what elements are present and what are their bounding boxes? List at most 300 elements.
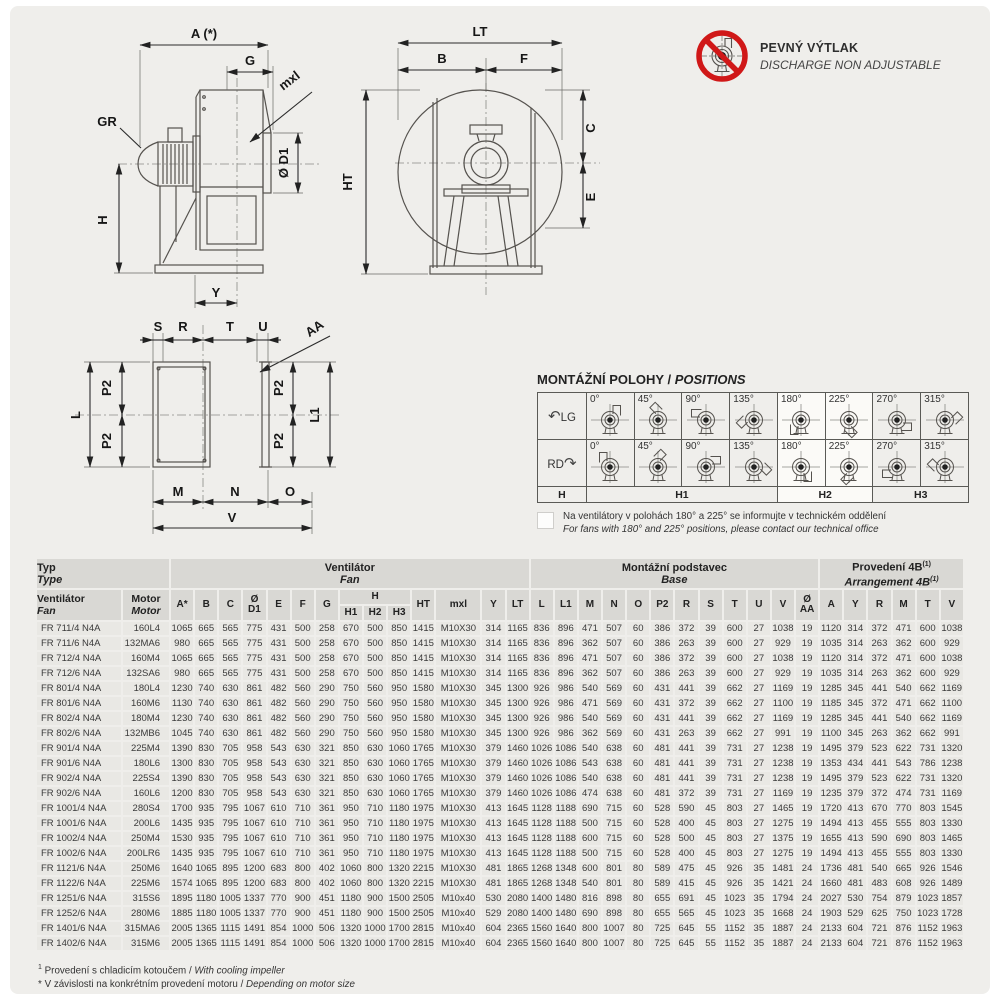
- dim-label-s: S: [153, 319, 163, 334]
- fan-position-glyph: [683, 401, 729, 439]
- dimension-cell: 1885: [171, 908, 193, 920]
- dimension-cell: 39: [700, 712, 722, 725]
- motor-cell: 132MA6: [123, 637, 169, 650]
- dimension-cell: 775: [243, 652, 265, 665]
- dimension-cell: 1035: [820, 638, 842, 650]
- dimension-cell: 731: [724, 772, 746, 785]
- fan-side-outline: [138, 90, 271, 273]
- dimension-cell: 1165: [507, 638, 528, 650]
- table-row: [37, 772, 963, 785]
- dimension-cell: 836: [531, 667, 553, 680]
- dimension-cell: 1152: [917, 938, 938, 950]
- dimension-cell: 896: [555, 637, 577, 650]
- dimension-cell: 935: [195, 817, 217, 830]
- dimension-cell: 1180: [340, 908, 362, 920]
- dimension-cell: 991: [772, 727, 794, 740]
- dimension-cell: 721: [868, 922, 890, 935]
- dimension-cell: 1180: [195, 893, 217, 905]
- dimension-cell: 263: [675, 727, 697, 740]
- dimension-cell: 1065: [195, 863, 217, 875]
- dimension-cell: 1390: [171, 743, 193, 755]
- dimension-cell: 1060: [388, 758, 410, 770]
- dimension-cell: 321: [316, 772, 338, 785]
- col-header: H3: [388, 606, 410, 620]
- dimension-cell: 750: [340, 682, 362, 695]
- dimension-cell: 529: [844, 907, 866, 920]
- dimension-cell: 1574: [171, 878, 193, 890]
- dimension-cell: 60: [627, 712, 649, 725]
- dim-label-f: F: [520, 51, 528, 66]
- dim-label-p2-a: P2: [99, 380, 114, 396]
- col-header: L1: [555, 590, 577, 620]
- dimension-cell: 19: [796, 697, 818, 710]
- positions-note: [537, 511, 969, 536]
- positions-row-rd: [538, 440, 969, 487]
- dimension-cell: 1353: [820, 758, 842, 770]
- dimension-cell: 770: [268, 892, 290, 905]
- dimension-cell: 263: [868, 727, 890, 740]
- dimension-cell: 1765: [412, 788, 434, 800]
- dimension-cell: 1169: [772, 683, 794, 695]
- dimension-cell: M10X30: [436, 712, 480, 725]
- dimension-cell: 715: [603, 847, 625, 860]
- motor-cell: 250M6: [123, 862, 169, 875]
- dimension-cell: 625: [868, 907, 890, 920]
- dimension-cell: 345: [482, 682, 504, 695]
- dimension-cell: 1640: [555, 923, 577, 935]
- dimension-cell: 1180: [388, 833, 410, 845]
- dimension-cell: 290: [316, 712, 338, 725]
- dimension-cell: 39: [700, 787, 722, 800]
- dimension-cell: 1169: [941, 713, 963, 725]
- dimension-cell: 481: [651, 787, 673, 800]
- dimension-cell: 60: [627, 847, 649, 860]
- dimension-cell: 662: [917, 682, 939, 695]
- dimension-cell: 795: [219, 802, 241, 815]
- dimension-cell: 740: [195, 727, 217, 740]
- dimension-cell: M10X30: [436, 772, 480, 785]
- dimension-cell: 600: [579, 862, 601, 875]
- fan-position-glyph: [778, 448, 824, 486]
- dimension-cell: 441: [868, 682, 890, 695]
- dimension-cell: 630: [364, 772, 386, 785]
- dimension-cell: 830: [195, 787, 217, 800]
- dimension-cell: 19: [796, 742, 818, 755]
- motor-cell: 225S4: [123, 772, 169, 785]
- dimension-cell: 45: [700, 832, 722, 845]
- dimension-cell: 482: [268, 697, 290, 710]
- dimension-cell: 803: [724, 832, 746, 845]
- dimension-cell: 991: [941, 727, 963, 740]
- dimension-cell: 1480: [555, 893, 577, 905]
- col-header: P2: [651, 590, 673, 620]
- fan-type-cell: FR 901/6 N4A: [37, 757, 121, 770]
- motor-cell: 132SA6: [123, 667, 169, 680]
- dimension-cell: 258: [316, 652, 338, 665]
- table-row: [37, 817, 963, 830]
- dimension-cell: 507: [603, 667, 625, 680]
- side-view-drawing: [30, 10, 342, 310]
- dimension-cell: 665: [195, 622, 217, 635]
- dimension-cell: 715: [603, 832, 625, 845]
- dimension-cell: 850: [388, 667, 410, 680]
- dimension-cell: 314: [844, 622, 866, 635]
- dimension-cell: 816: [579, 892, 601, 905]
- dimension-cell: 2365: [507, 938, 529, 950]
- dimension-cell: 1115: [220, 923, 241, 935]
- dimension-cell: 1230: [171, 683, 193, 695]
- dimension-cell: 800: [292, 877, 314, 890]
- dimension-cell: 441: [868, 757, 890, 770]
- dim-label-lt: LT: [472, 24, 488, 39]
- dimension-cell: 290: [316, 682, 338, 695]
- dimension-cell: 1330: [941, 818, 963, 830]
- table-row: [37, 937, 963, 950]
- dimension-cell: 715: [603, 817, 625, 830]
- dimension-cell: M10x40: [436, 937, 480, 950]
- dimension-cell: 850: [388, 622, 410, 635]
- dimension-cell: M10x40: [436, 892, 480, 905]
- dimension-cell: 1645: [507, 803, 529, 815]
- dimension-cell: 665: [195, 667, 217, 680]
- dimension-cell: 19: [796, 772, 818, 785]
- dimension-cell: 1495: [820, 743, 842, 755]
- dimension-cell: 560: [292, 727, 314, 740]
- dimension-cell: 1494: [820, 818, 842, 830]
- dimension-cell: 529: [482, 907, 504, 920]
- dimension-cell: 27: [748, 742, 770, 755]
- positions-footer-row: [538, 487, 969, 503]
- dimension-cell: 1415: [412, 638, 434, 650]
- col-header: C: [219, 590, 241, 620]
- dim-label-aa: AA: [302, 316, 327, 340]
- dimension-cell: 1086: [555, 788, 577, 800]
- dimension-cell: 662: [724, 697, 746, 710]
- dimension-cell: 55: [700, 937, 722, 950]
- dimension-cell: 560: [364, 682, 386, 695]
- dimension-cell: 896: [555, 622, 577, 635]
- motor-cell: 132MB6: [123, 727, 169, 740]
- dimension-cell: 929: [772, 667, 794, 680]
- dimension-cell: 1180: [388, 803, 410, 815]
- dimension-cell: 1580: [412, 698, 434, 710]
- dimension-cell: 441: [675, 742, 697, 755]
- dimension-cell: 35: [748, 907, 770, 920]
- dimension-cell: 600: [917, 637, 939, 650]
- dimension-cell: 2815: [412, 923, 434, 935]
- motor-cell: 280M6: [123, 907, 169, 920]
- dimension-cell: 1169: [941, 683, 963, 695]
- dimension-cell: 1530: [171, 833, 193, 845]
- dimension-cell: 45: [700, 862, 722, 875]
- dimension-cell: 1007: [603, 923, 625, 935]
- dimension-cell: 528: [651, 847, 673, 860]
- col-header: A*: [171, 590, 193, 620]
- dim-label-d1: Ø D1: [276, 147, 291, 179]
- dimension-cell: 1390: [171, 773, 193, 785]
- dimension-cell: 1188: [555, 818, 577, 830]
- dimension-cell: 314: [482, 652, 504, 665]
- dimension-cell: 345: [844, 697, 866, 710]
- dimension-cell: 481: [482, 862, 504, 875]
- dimension-cell: 1640: [555, 938, 577, 950]
- dimension-cell: 475: [675, 862, 697, 875]
- dimension-cell: 39: [700, 667, 722, 680]
- angle-label: 225°: [828, 441, 850, 452]
- dimension-cell: 27: [748, 652, 770, 665]
- dimension-cell: 569: [603, 727, 625, 740]
- dim-label-o: O: [284, 484, 296, 499]
- dimension-cell: 1045: [171, 728, 193, 740]
- dimension-cell: 45: [700, 847, 722, 860]
- dimension-cell: 19: [796, 817, 818, 830]
- dimension-cell: M10X30: [436, 847, 480, 860]
- dimension-cell: 345: [482, 697, 504, 710]
- dim-label-ht: HT: [340, 173, 355, 191]
- fan-type-cell: FR 1252/6 N4A: [37, 907, 121, 920]
- dimension-cell: 803: [724, 802, 746, 815]
- dimension-cell: 1038: [941, 653, 963, 665]
- dimension-cell: 528: [651, 802, 673, 815]
- dimension-cell: 926: [531, 697, 553, 710]
- position-cell: [921, 393, 969, 440]
- dimension-cell: 500: [364, 622, 386, 635]
- angle-label: 180°: [780, 394, 802, 405]
- dimension-cell: 958: [243, 772, 265, 785]
- dimension-cell: 19: [796, 622, 818, 635]
- fan-position-glyph: [731, 448, 777, 486]
- dimension-cell: 60: [627, 637, 649, 650]
- dimension-cell: 19: [796, 847, 818, 860]
- fan-position-glyph: [587, 448, 633, 486]
- dimension-cell: 1165: [507, 653, 528, 665]
- dimension-cell: 1268: [531, 863, 553, 875]
- dimension-cell: 926: [531, 682, 553, 695]
- dimension-cell: 1320: [941, 773, 963, 785]
- dimension-cell: 500: [364, 667, 386, 680]
- footnote-cooling-impeller: $^1$ Provedení s chladicím kotoučem / With cooling impeller: [38, 964, 285, 977]
- dimension-cell: 379: [844, 787, 866, 800]
- dimension-cell: 500: [292, 637, 314, 650]
- dimension-cell: 482: [268, 727, 290, 740]
- dimension-cell: 740: [195, 697, 217, 710]
- dimension-cell: 958: [243, 787, 265, 800]
- dimension-cell: 481: [651, 742, 673, 755]
- dimension-cell: 45: [700, 892, 722, 905]
- dimension-cell: 1180: [340, 893, 362, 905]
- dimension-cell: 662: [917, 712, 939, 725]
- table-row: [37, 832, 963, 845]
- dimension-cell: 400: [675, 847, 697, 860]
- position-cell: [777, 440, 825, 487]
- dimension-cell: 900: [292, 907, 314, 920]
- dimension-cell: 2505: [412, 908, 434, 920]
- dimension-cell: 379: [482, 742, 504, 755]
- dimension-cell: 60: [627, 622, 649, 635]
- motor-cell: 315MA6: [123, 922, 169, 935]
- dimension-cell: 1337: [243, 893, 266, 905]
- dimension-cell: 451: [316, 907, 338, 920]
- dimension-cell: 1188: [555, 833, 577, 845]
- fan-type-cell: FR 801/6 N4A: [37, 697, 121, 710]
- col-header: E: [268, 590, 290, 620]
- motor-cell: 160L6: [123, 787, 169, 800]
- dimension-cell: 455: [868, 847, 890, 860]
- dimension-cell: 1435: [171, 848, 193, 860]
- dimension-cell: 1865: [507, 863, 529, 875]
- dimension-cell: 750: [340, 712, 362, 725]
- dimension-cell: 879: [893, 892, 915, 905]
- dimension-cell: 24: [796, 922, 818, 935]
- dimension-cell: 372: [868, 787, 890, 800]
- dimension-cell: 60: [627, 667, 649, 680]
- dimension-cell: 482: [268, 682, 290, 695]
- dimension-cell: 690: [893, 832, 915, 845]
- table-row: [37, 877, 963, 890]
- dimension-cell: 27: [748, 787, 770, 800]
- dimension-cell: 683: [268, 877, 290, 890]
- dimension-cell: 705: [219, 787, 241, 800]
- dimension-cell: 372: [868, 652, 890, 665]
- footer-h2: H2: [777, 487, 873, 503]
- dimension-cell: 1794: [772, 893, 794, 905]
- dimension-cell: 263: [868, 667, 890, 680]
- dimension-cell: 2080: [507, 908, 529, 920]
- dimension-cell: 19: [796, 802, 818, 815]
- dimension-cell: 1086: [555, 773, 577, 785]
- dimension-cell: 1026: [531, 743, 553, 755]
- angle-label: 90°: [685, 441, 701, 452]
- dimension-cell: 80: [627, 877, 649, 890]
- dimension-cell: 1060: [340, 878, 362, 890]
- dimension-cell: 1460: [507, 758, 529, 770]
- position-cell: [730, 393, 778, 440]
- dimension-cell: 555: [893, 817, 915, 830]
- position-cell: [777, 393, 825, 440]
- dimension-cell: 481: [844, 877, 866, 890]
- dimension-cell: 662: [917, 727, 939, 740]
- fan-type-cell: FR 1402/6 N4A: [37, 937, 121, 950]
- fan-front-outline: [398, 90, 562, 274]
- dimension-cell: 589: [651, 862, 673, 875]
- dimension-cell: 321: [316, 787, 338, 800]
- positions-row-lg: [538, 393, 969, 440]
- dimension-cell: 1491: [243, 923, 266, 935]
- dimension-cell: 750: [340, 727, 362, 740]
- dimension-cell: 372: [675, 697, 697, 710]
- fan-type-cell: FR 711/6 N4A: [37, 637, 121, 650]
- table-row: [37, 697, 963, 710]
- dimension-cell: 1067: [243, 803, 266, 815]
- dimension-cell: M10X30: [436, 787, 480, 800]
- dimension-cell: 950: [388, 712, 410, 725]
- dimension-cell: 345: [844, 682, 866, 695]
- dimension-cell: 523: [868, 772, 890, 785]
- dimension-cell: 1100: [820, 728, 842, 740]
- fan-type-cell: FR 1401/6 N4A: [37, 922, 121, 935]
- dimension-cell: 803: [917, 817, 939, 830]
- dimension-cell: 1546: [941, 863, 963, 875]
- fan-position-glyph: [826, 448, 872, 486]
- fan-type-cell: FR 1122/6 N4A: [37, 877, 121, 890]
- table-row: [37, 757, 963, 770]
- dimension-cell: 900: [364, 892, 386, 905]
- dimension-cell: 1180: [195, 908, 217, 920]
- dimension-cell: 1330: [941, 848, 963, 860]
- dimension-cell: 1188: [555, 848, 577, 860]
- dimension-cell: 1180: [388, 818, 410, 830]
- rotation-cell-lg: [538, 393, 587, 440]
- col-header: HT: [412, 590, 434, 620]
- dimension-cell: 926: [724, 877, 746, 890]
- dimension-cell: 1865: [507, 878, 529, 890]
- position-cell: [825, 440, 873, 487]
- dimension-cell: 474: [579, 787, 601, 800]
- dimension-cell: 314: [844, 637, 866, 650]
- dim-label-c: C: [583, 123, 598, 133]
- dimension-cell: 1035: [820, 668, 842, 680]
- dimension-cell: 1067: [243, 848, 266, 860]
- dimension-cell: 451: [316, 892, 338, 905]
- dimension-cell: 1857: [941, 893, 963, 905]
- col-header: mxl: [436, 590, 480, 620]
- dimension-cell: 630: [219, 712, 241, 725]
- motor-cell: 200LR6: [123, 847, 169, 860]
- dimension-cell: 24: [796, 937, 818, 950]
- dimension-cell: 372: [868, 697, 890, 710]
- dimension-cell: 24: [796, 892, 818, 905]
- dimension-cell: 1065: [171, 653, 193, 665]
- dimension-cell: 795: [219, 817, 241, 830]
- dimension-cell: 1285: [820, 713, 842, 725]
- dimension-cell: 441: [675, 682, 697, 695]
- angle-label: 135°: [733, 394, 754, 405]
- dimension-cell: 19: [796, 787, 818, 800]
- dimension-cell: 1268: [531, 878, 553, 890]
- dimension-cell: 715: [603, 802, 625, 815]
- dimension-cell: 60: [627, 652, 649, 665]
- dimension-cell: 2005: [171, 923, 193, 935]
- dimension-cell: 1023: [917, 908, 939, 920]
- dimension-cell: M10X30: [436, 622, 480, 635]
- dimension-cell: 795: [219, 832, 241, 845]
- dimension-cell: 19: [796, 652, 818, 665]
- dim-label-a: A (*): [190, 26, 218, 41]
- dimension-cell: 683: [268, 862, 290, 875]
- dimension-cell: 471: [579, 697, 601, 710]
- table-row: [37, 727, 963, 740]
- dimension-cell: 471: [579, 652, 601, 665]
- dimension-cell: 1337: [243, 908, 266, 920]
- dimension-cell: 850: [340, 772, 362, 785]
- dimension-cell: 958: [243, 757, 265, 770]
- dimension-cell: 1023: [724, 893, 746, 905]
- dimension-cell: 1660: [820, 878, 842, 890]
- dimension-cell: 705: [219, 757, 241, 770]
- angle-label: 90°: [685, 394, 701, 405]
- dimension-cell: 60: [627, 757, 649, 770]
- table-row: [37, 907, 963, 920]
- dimension-cell: 1026: [531, 773, 553, 785]
- dimension-cell: 441: [675, 772, 697, 785]
- dimension-cell: 314: [844, 667, 866, 680]
- notice-text-cz: PEVNÝ VÝTLAK: [760, 40, 859, 55]
- table-row: [37, 847, 963, 860]
- sub-header-motor: Motor Motor: [123, 590, 169, 620]
- dimension-cell: 1580: [412, 713, 434, 725]
- dimension-cell: 362: [579, 637, 601, 650]
- dimension-cell: M10x40: [436, 907, 480, 920]
